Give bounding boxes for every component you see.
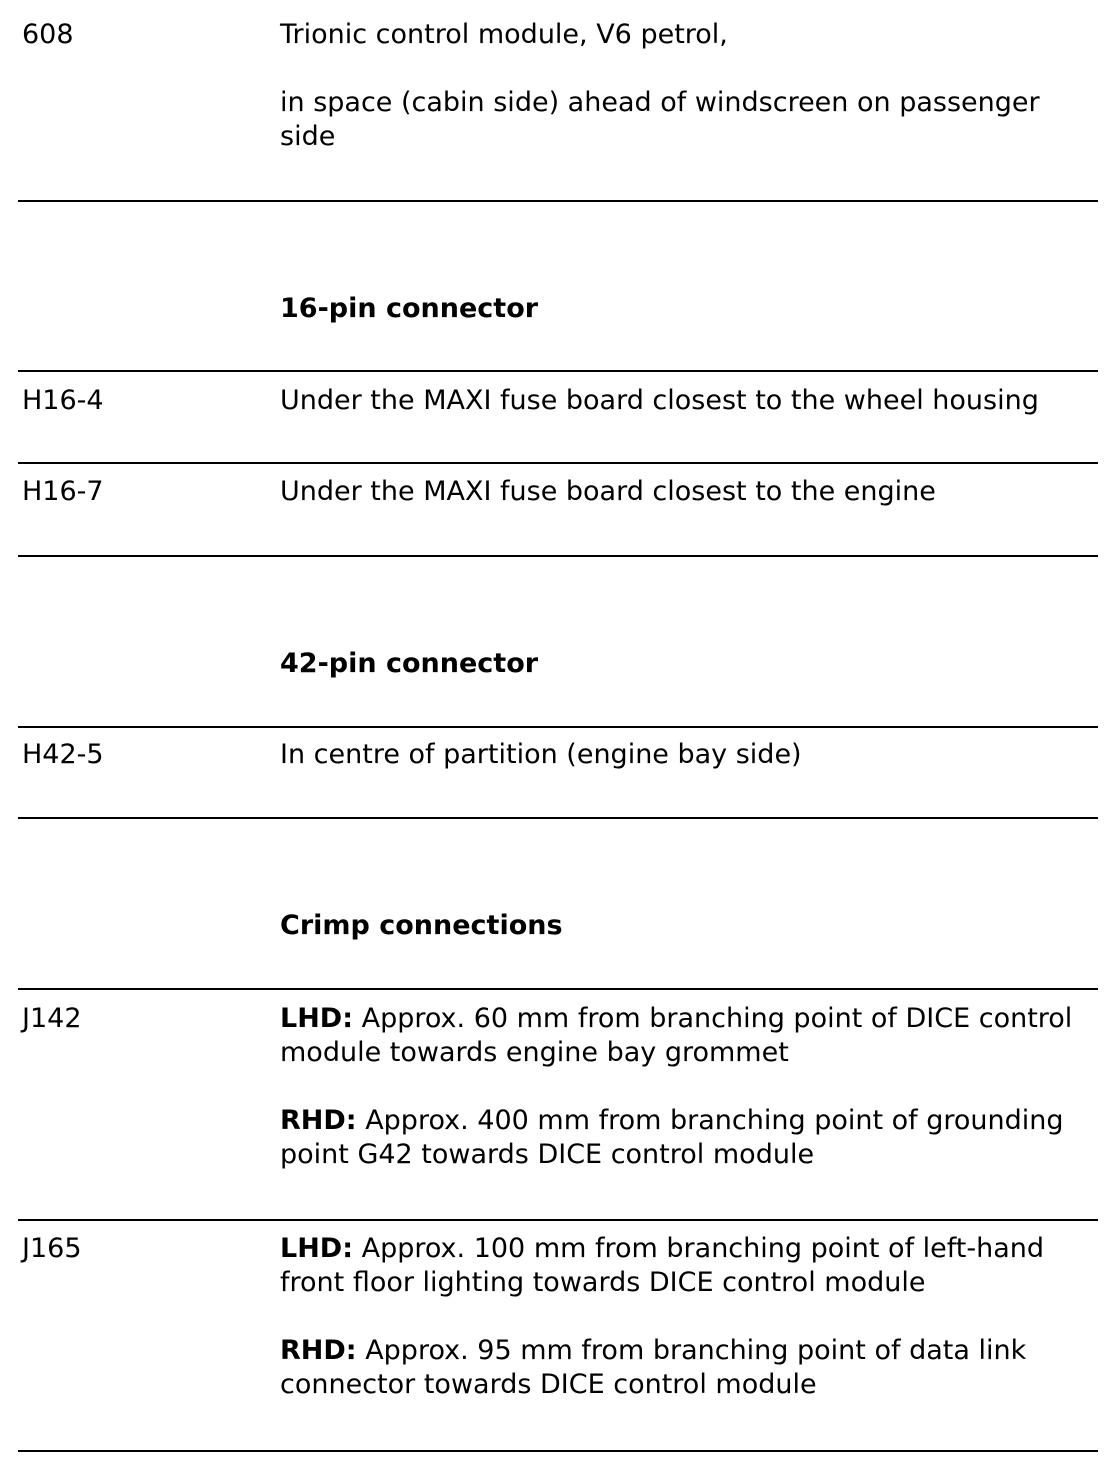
divider-line [18,1450,1098,1452]
divider-line [18,555,1098,557]
lhd-paragraph [280,1232,1095,1300]
lhd-label: LHD: [280,1003,354,1034]
section-heading-16-pin: 16-pin connector [280,293,539,324]
connector-code-h16-4: H16-4 [22,385,104,416]
connector-code-h42-5: H42-5 [22,739,104,770]
description-location: in space (cabin side) ahead of windscreen on passenger side [280,87,1040,152]
lhd-text: Approx. 100 mm from branching point of left-hand front floor lighting towards DICE control module [280,1233,1045,1298]
section-heading-42-pin: 42-pin connector [280,648,539,679]
rhd-label: RHD: [280,1335,357,1366]
rhd-paragraph [280,1334,1095,1402]
description-line: Trionic control module, V6 petrol, [280,19,728,50]
divider-line [18,462,1098,464]
rhd-paragraph [280,1104,1095,1172]
connector-location-h16-4: Under the MAXI fuse board closest to the wheel housing [280,385,1039,416]
rhd-text: Approx. 95 mm from branching point of data link connector towards DICE control module [280,1335,1027,1400]
connector-location-h16-7: Under the MAXI fuse board closest to the engine [280,476,936,507]
component-description-608 [280,18,1095,154]
divider-line [18,726,1098,728]
connector-location-h42-5: In centre of partition (engine bay side) [280,739,802,770]
rhd-text: Approx. 400 mm from branching point of grounding point G42 towards DICE control module [280,1105,1064,1170]
lhd-paragraph [280,1002,1095,1070]
crimp-location-j165 [280,1232,1095,1402]
connector-code-h16-7: H16-7 [22,476,104,507]
rhd-label: RHD: [280,1105,357,1136]
divider-line [18,370,1098,372]
divider-line [18,1219,1098,1221]
divider-line [18,817,1098,819]
crimp-code-j142: J142 [22,1003,82,1034]
crimp-location-j142 [280,1002,1095,1172]
crimp-code-j165: J165 [22,1233,82,1264]
section-heading-crimp: Crimp connections [280,910,563,941]
lhd-label: LHD: [280,1233,354,1264]
divider-line [18,200,1098,202]
component-code-608: 608 [22,19,74,50]
divider-line [18,988,1098,990]
lhd-text: Approx. 60 mm from branching point of DICE control module towards engine bay grommet [280,1003,1073,1068]
